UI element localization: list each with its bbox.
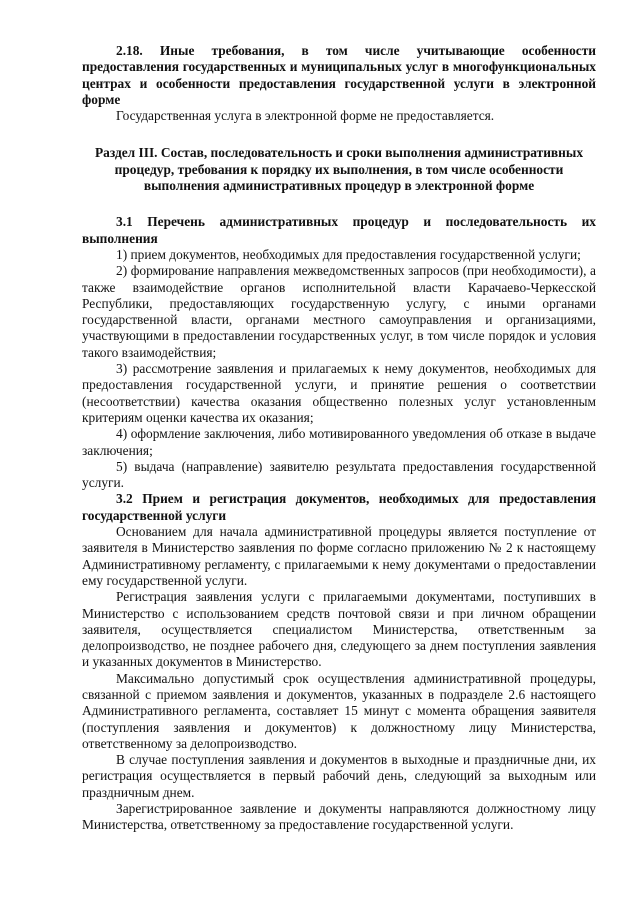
list-item: 4) оформление заключения, либо мотивированного уведомления об отказе в выдаче заключения; bbox=[82, 426, 596, 458]
list-item: 1) прием документов, необходимых для предоставления государственной услуги; bbox=[116, 246, 581, 262]
paragraph: Регистрация заявления услуги с прилагаемыми документами, поступивших в Министерство с использованием средств почтовой связи и при личном обращении заявителя, осуществляется специалистом Министерства, ответственным за делопроизводство, не позднее рабочего дня, следующего за днем поступления заявления и указанных документов в Министерство. bbox=[82, 589, 596, 670]
paragraph: Зарегистрированное заявление и документы направляются должностному лицу Министерства, ответственному за предоставление государственной услуги. bbox=[82, 801, 596, 833]
section-III-title: Раздел III. Состав, последовательность и сроки выполнения административных процедур, требования к порядку их выполнения, в том числе особенности выполнения административных процедур в электронной форме bbox=[94, 145, 584, 194]
paragraph: Максимально допустимый срок осуществления административной процедуры, связанной с приемом заявления и документов, указанных в подразделе 2.6 настоящего Административного регламента, составляет 15 минут с момента обращения заявителя (поступления заявления и документов) к должностному лицу Министерства, ответственному за делопроизводство. bbox=[82, 670, 596, 751]
section-3-2-heading: 3.2 Прием и регистрация документов, необходимых для предоставления государственной услуги bbox=[82, 491, 596, 523]
list-item: 3) рассмотрение заявления и прилагаемых к нему документов, необходимых для предоставления государственной услуги, и принятие решения о соответствии (несоответствии) качества оказания общественно полезных услуг установленным критериям оценки качества их оказания; bbox=[82, 361, 596, 425]
list-item: 2) формирование направления межведомственных запросов (при необходимости), а также взаимодействие органов исполнительной власти Карачаево-Черкесской Республики, предоставляющих государственную услугу, с иными органами государственной власти, органами местного самоуправления и организациями, участвующими в предоставлении государственных услуг, в том числе порядок и условия такого взаимодействия; bbox=[82, 263, 596, 360]
list-item: 5) выдача (направление) заявителю результата предоставления государственной услуги. bbox=[82, 458, 596, 491]
section-2-18-heading: 2.18. Иные требования, в том числе учитывающие особенности предоставления государственных и муниципальных услуг в многофункциональных центрах и особенности предоставления государственной услуги в электронной форме bbox=[82, 43, 596, 107]
paragraph: Основанием для начала административной процедуры является поступление от заявителя в Министерство заявления по форме согласно приложению № 2 к настоящему Административному регламенту, с прилагаемыми к нему документами о предоставлении ему государственной услуги. bbox=[82, 524, 596, 588]
section-3-1-heading: 3.1 Перечень административных процедур и последовательность их выполнения bbox=[82, 214, 596, 246]
paragraph: В случае поступления заявления и документов в выходные и праздничные дни, их регистрация осуществляется в первый рабочий день, следующий за выходным или праздничным днем. bbox=[82, 752, 596, 800]
section-2-18-text: Государственная услуга в электронной форме не предоставляется. bbox=[116, 108, 495, 124]
